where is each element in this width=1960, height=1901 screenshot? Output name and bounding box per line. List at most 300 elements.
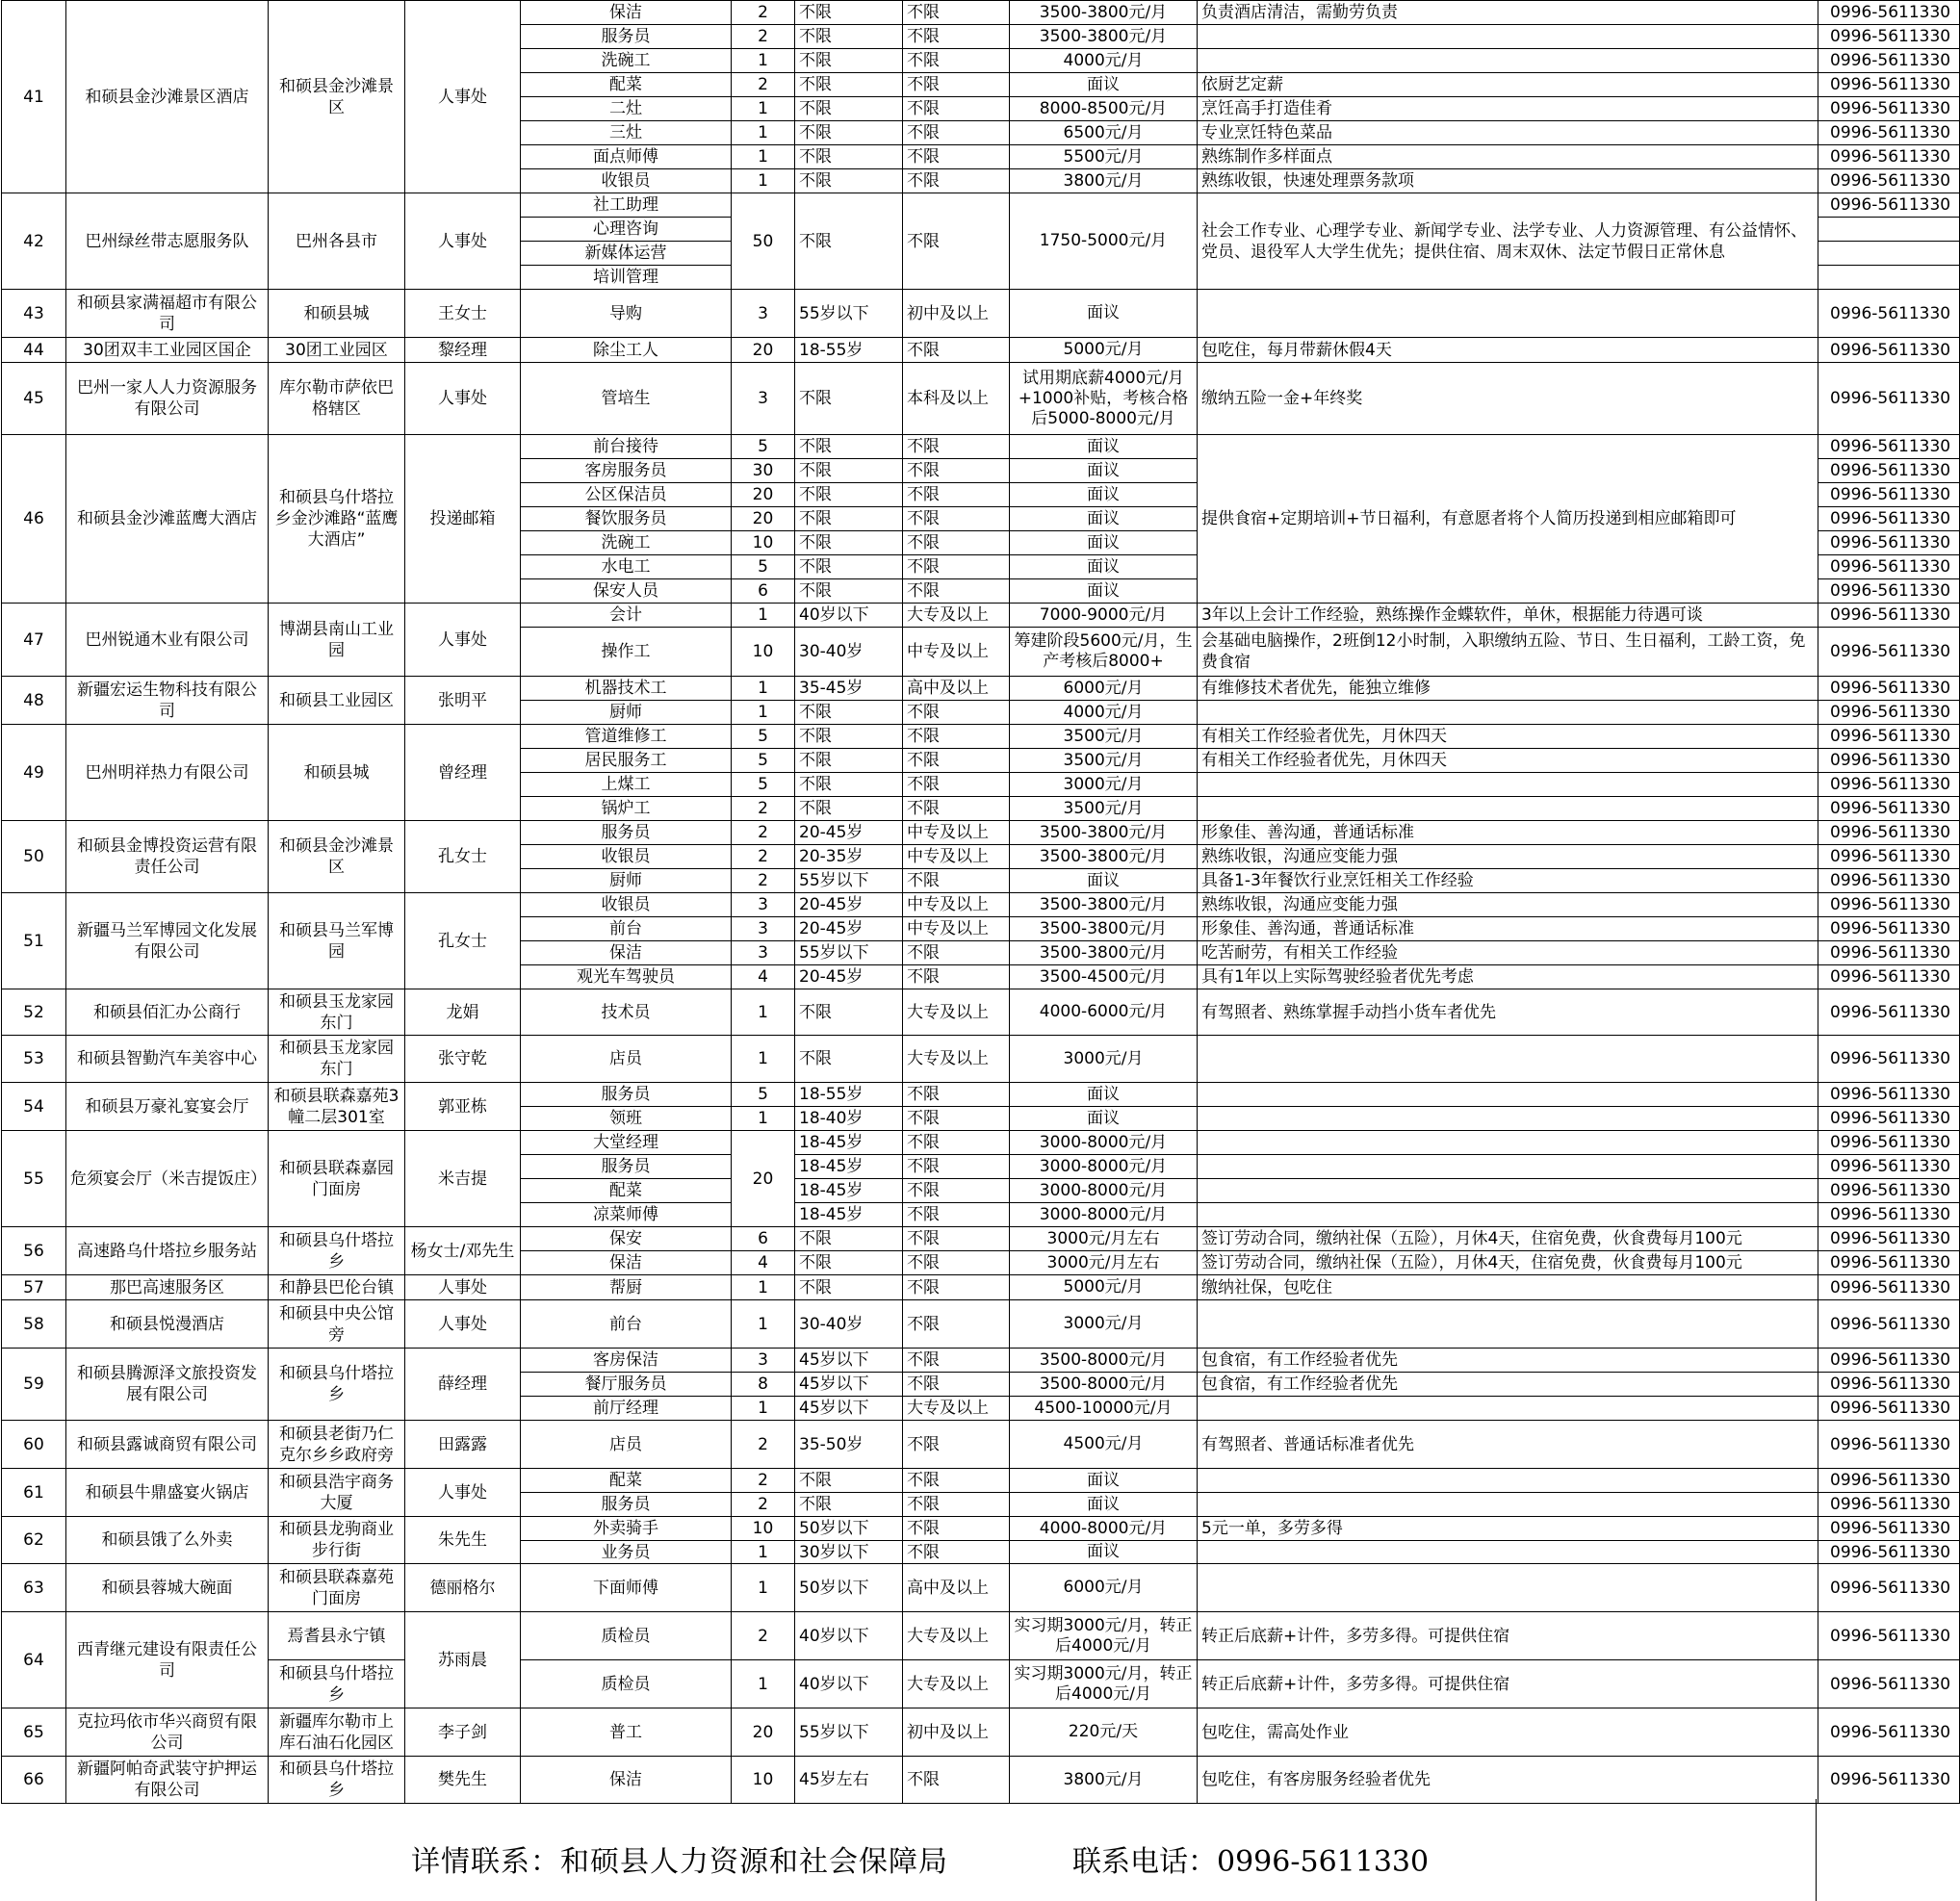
education-requirement-cell: 不限 — [903, 1, 1010, 25]
table-row — [2, 1469, 1960, 1493]
remark-cell: 吃苦耐劳，有相关工作经验 — [1198, 941, 1818, 965]
table-row — [2, 989, 1960, 1036]
company-id-cell: 42 — [2, 193, 66, 290]
education-requirement-cell: 不限 — [903, 555, 1010, 579]
age-requirement-cell: 不限 — [795, 701, 903, 725]
salary-cell: 3000元/月 — [1010, 773, 1198, 797]
company-name-cell: 和硕县饿了么外卖 — [66, 1517, 269, 1564]
job-title-cell: 收银员 — [521, 845, 732, 869]
remark-cell: 烹饪高手打造佳肴 — [1198, 97, 1818, 121]
headcount-cell: 5 — [732, 725, 795, 749]
education-requirement-cell: 不限 — [903, 1300, 1010, 1349]
salary-cell: 面议 — [1010, 73, 1198, 97]
remark-cell — [1198, 1564, 1818, 1612]
education-requirement-cell: 不限 — [903, 169, 1010, 193]
education-requirement-cell: 不限 — [903, 49, 1010, 73]
company-id-cell: 41 — [2, 1, 66, 193]
salary-cell: 面议 — [1010, 579, 1198, 604]
headcount-cell: 10 — [732, 628, 795, 677]
salary-cell: 面议 — [1010, 1541, 1198, 1564]
remark-cell: 专业烹饪特色菜品 — [1198, 121, 1818, 145]
phone-cell: 0996-5611330 — [1818, 677, 1960, 701]
phone-cell: 0996-5611330 — [1818, 1373, 1960, 1397]
age-requirement-cell: 45岁以下 — [795, 1349, 903, 1373]
education-requirement-cell: 不限 — [903, 1227, 1010, 1251]
job-title-cell: 保洁 — [521, 941, 732, 965]
headcount-cell: 1 — [732, 1300, 795, 1349]
phone-cell: 0996-5611330 — [1818, 701, 1960, 725]
age-requirement-cell: 不限 — [795, 1227, 903, 1251]
headcount-cell: 3 — [732, 893, 795, 917]
education-requirement-cell: 不限 — [903, 1757, 1010, 1804]
phone-cell: 0996-5611330 — [1818, 1131, 1960, 1155]
company-id-cell: 50 — [2, 821, 66, 893]
salary-cell: 面议 — [1010, 483, 1198, 507]
phone-cell: 0996-5611330 — [1818, 1708, 1960, 1757]
job-title-cell: 厨师 — [521, 869, 732, 893]
headcount-cell: 1 — [732, 169, 795, 193]
age-requirement-cell: 不限 — [795, 507, 903, 531]
salary-cell: 3000元/月 — [1010, 1300, 1198, 1349]
phone-cell: 0996-5611330 — [1818, 1300, 1960, 1349]
job-title-cell: 店员 — [521, 1421, 732, 1469]
age-requirement-cell: 不限 — [795, 97, 903, 121]
job-title-cell: 外卖骑手 — [521, 1517, 732, 1541]
company-name-cell: 和硕县金博投资运营有限责任公司 — [66, 821, 269, 893]
headcount-cell: 20 — [732, 483, 795, 507]
job-title-cell: 技术员 — [521, 989, 732, 1036]
headcount-cell: 2 — [732, 1493, 795, 1517]
table-row — [2, 1131, 1960, 1155]
company-name-cell: 和硕县悦漫酒店 — [66, 1300, 269, 1349]
remark-cell: 具备1-3年餐饮行业烹饪相关工作经验 — [1198, 869, 1818, 893]
education-requirement-cell: 不限 — [903, 1541, 1010, 1564]
remark-cell — [1198, 1203, 1818, 1227]
company-id-cell: 45 — [2, 363, 66, 435]
headcount-cell: 3 — [732, 363, 795, 435]
remark-cell: 依厨艺定薪 — [1198, 73, 1818, 97]
age-requirement-cell: 18-55岁 — [795, 338, 903, 363]
remark-cell: 有驾照者、熟练掌握手动挡小货车者优先 — [1198, 989, 1818, 1036]
phone-cell — [1818, 266, 1960, 290]
salary-cell: 3000-8000元/月 — [1010, 1179, 1198, 1203]
job-title-cell: 质检员 — [521, 1612, 732, 1660]
education-requirement-cell: 不限 — [903, 1179, 1010, 1203]
education-requirement-cell: 不限 — [903, 338, 1010, 363]
phone-cell: 0996-5611330 — [1818, 1203, 1960, 1227]
phone-cell: 0996-5611330 — [1818, 435, 1960, 459]
age-requirement-cell: 不限 — [795, 725, 903, 749]
education-requirement-cell: 不限 — [903, 965, 1010, 989]
contact-cell: 龙娟 — [405, 989, 521, 1036]
job-title-cell: 保洁 — [521, 1757, 732, 1804]
contact-cell: 黎经理 — [405, 338, 521, 363]
salary-cell: 4500元/月 — [1010, 1421, 1198, 1469]
headcount-cell: 2 — [732, 25, 795, 49]
headcount-cell: 3 — [732, 917, 795, 941]
age-requirement-cell: 20-45岁 — [795, 893, 903, 917]
salary-cell: 220元/天 — [1010, 1708, 1198, 1757]
phone-cell: 0996-5611330 — [1818, 579, 1960, 604]
contact-cell: 人事处 — [405, 1469, 521, 1517]
age-requirement-cell: 不限 — [795, 483, 903, 507]
headcount-cell: 1 — [732, 1107, 795, 1131]
education-requirement-cell: 不限 — [903, 483, 1010, 507]
headcount-cell: 1 — [732, 677, 795, 701]
table-row — [2, 1300, 1960, 1349]
company-name-cell: 克拉玛依市华兴商贸有限公司 — [66, 1708, 269, 1757]
work-address-cell: 和硕县乌什塔拉乡 — [269, 1757, 405, 1804]
work-address-cell: 和硕县中央公馆旁 — [269, 1300, 405, 1349]
education-requirement-cell: 不限 — [903, 1251, 1010, 1275]
salary-cell: 6000元/月 — [1010, 677, 1198, 701]
age-requirement-cell: 50岁以下 — [795, 1517, 903, 1541]
education-requirement-cell: 不限 — [903, 507, 1010, 531]
salary-cell: 4000元/月 — [1010, 49, 1198, 73]
age-requirement-cell: 不限 — [795, 435, 903, 459]
company-name-cell: 和硕县金沙滩蓝鹰大酒店 — [66, 435, 269, 604]
job-title-cell: 保洁 — [521, 1, 732, 25]
salary-cell: 1750-5000元/月 — [1010, 193, 1198, 290]
age-requirement-cell: 45岁左右 — [795, 1757, 903, 1804]
education-requirement-cell: 中专及以上 — [903, 917, 1010, 941]
job-title-cell: 服务员 — [521, 1155, 732, 1179]
contact-cell: 李子剑 — [405, 1708, 521, 1757]
salary-cell: 5000元/月 — [1010, 338, 1198, 363]
remark-cell — [1198, 701, 1818, 725]
company-id-cell: 66 — [2, 1757, 66, 1804]
remark-cell — [1198, 1179, 1818, 1203]
work-address-cell: 和硕县老街乃仁克尔乡乡政府旁 — [269, 1421, 405, 1469]
contact-cell: 投递邮箱 — [405, 435, 521, 604]
salary-cell: 3500-3800元/月 — [1010, 25, 1198, 49]
headcount-cell: 2 — [732, 1612, 795, 1660]
headcount-cell: 6 — [732, 1227, 795, 1251]
education-requirement-cell: 大专及以上 — [903, 1397, 1010, 1421]
age-requirement-cell: 30岁以下 — [795, 1541, 903, 1564]
job-title-cell: 配菜 — [521, 73, 732, 97]
company-name-cell: 和硕县腾源泽文旅投资发展有限公司 — [66, 1349, 269, 1421]
company-id-cell: 59 — [2, 1349, 66, 1421]
headcount-cell: 1 — [732, 701, 795, 725]
age-requirement-cell: 30-40岁 — [795, 1300, 903, 1349]
table-row — [2, 1036, 1960, 1083]
phone-cell: 0996-5611330 — [1818, 965, 1960, 989]
company-name-cell: 新疆宏运生物科技有限公司 — [66, 677, 269, 725]
remark-cell: 缴纳五险一金+年终奖 — [1198, 363, 1818, 435]
headcount-cell: 3 — [732, 290, 795, 338]
headcount-cell: 2 — [732, 1, 795, 25]
work-address-cell: 新疆库尔勒市上库石油石化园区 — [269, 1708, 405, 1757]
education-requirement-cell: 不限 — [903, 1107, 1010, 1131]
headcount-cell: 10 — [732, 1757, 795, 1804]
work-address-cell: 焉耆县永宁镇 — [269, 1612, 405, 1660]
education-requirement-cell: 不限 — [903, 145, 1010, 169]
headcount-cell: 5 — [732, 555, 795, 579]
job-listing-table — [1, 0, 1960, 1804]
remark-cell: 签订劳动合同，缴纳社保（五险），月休4天，住宿免费，伙食费每月100元 — [1198, 1251, 1818, 1275]
remark-cell — [1198, 1493, 1818, 1517]
age-requirement-cell: 45岁以下 — [795, 1397, 903, 1421]
table-row — [2, 1612, 1960, 1660]
phone-cell: 0996-5611330 — [1818, 604, 1960, 628]
salary-cell: 3000-8000元/月 — [1010, 1203, 1198, 1227]
education-requirement-cell: 不限 — [903, 579, 1010, 604]
job-title-cell: 收银员 — [521, 169, 732, 193]
job-title-cell: 管道维修工 — [521, 725, 732, 749]
remark-cell: 有相关工作经验者优先，月休四天 — [1198, 749, 1818, 773]
education-requirement-cell: 不限 — [903, 25, 1010, 49]
headcount-cell: 20 — [732, 338, 795, 363]
table-row — [2, 1564, 1960, 1612]
age-requirement-cell: 40岁以下 — [795, 1660, 903, 1708]
job-title-cell: 质检员 — [521, 1660, 732, 1708]
phone-cell: 0996-5611330 — [1818, 628, 1960, 677]
remark-cell: 熟练收银，沟通应变能力强 — [1198, 845, 1818, 869]
education-requirement-cell: 不限 — [903, 1421, 1010, 1469]
phone-cell: 0996-5611330 — [1818, 193, 1960, 218]
education-requirement-cell: 不限 — [903, 725, 1010, 749]
salary-cell: 面议 — [1010, 1493, 1198, 1517]
headcount-cell: 1 — [732, 1660, 795, 1708]
age-requirement-cell: 45岁以下 — [795, 1373, 903, 1397]
salary-cell: 8000-8500元/月 — [1010, 97, 1198, 121]
headcount-cell: 6 — [732, 579, 795, 604]
education-requirement-cell: 大专及以上 — [903, 1036, 1010, 1083]
phone-cell: 0996-5611330 — [1818, 869, 1960, 893]
phone-cell: 0996-5611330 — [1818, 531, 1960, 555]
headcount-cell: 5 — [732, 773, 795, 797]
remark-cell: 社会工作专业、心理学专业、新闻学专业、法学专业、人力资源管理、有公益情怀、党员、退役军人大学生优先；提供住宿、周末双休、法定节假日正常休息 — [1198, 193, 1818, 290]
table-row — [2, 725, 1960, 749]
remark-cell: 熟练收银，沟通应变能力强 — [1198, 893, 1818, 917]
headcount-cell: 50 — [732, 193, 795, 290]
headcount-cell: 4 — [732, 1251, 795, 1275]
job-title-cell: 保安 — [521, 1227, 732, 1251]
age-requirement-cell: 不限 — [795, 773, 903, 797]
remark-cell: 缴纳社保，包吃住 — [1198, 1275, 1818, 1300]
work-address-cell: 30团工业园区 — [269, 338, 405, 363]
headcount-cell: 1 — [732, 989, 795, 1036]
table-row — [2, 338, 1960, 363]
job-title-cell: 管培生 — [521, 363, 732, 435]
work-address-cell: 和硕县龙驹商业步行街 — [269, 1517, 405, 1564]
work-address-cell: 和硕县玉龙家园东门 — [269, 1036, 405, 1083]
age-requirement-cell: 不限 — [795, 579, 903, 604]
phone-cell: 0996-5611330 — [1818, 483, 1960, 507]
headcount-cell: 10 — [732, 1517, 795, 1541]
company-name-cell: 30团双丰工业园区国企 — [66, 338, 269, 363]
job-title-cell: 店员 — [521, 1036, 732, 1083]
headcount-cell: 2 — [732, 73, 795, 97]
job-title-cell: 配菜 — [521, 1179, 732, 1203]
table-row — [2, 1275, 1960, 1300]
headcount-cell: 10 — [732, 531, 795, 555]
work-address-cell: 和硕县联森嘉苑3幢二层301室 — [269, 1083, 405, 1131]
age-requirement-cell: 不限 — [795, 363, 903, 435]
contact-cell: 郭亚栋 — [405, 1083, 521, 1131]
table-row — [2, 290, 1960, 338]
job-title-cell: 导购 — [521, 290, 732, 338]
phone-cell: 0996-5611330 — [1818, 1251, 1960, 1275]
table-row — [2, 604, 1960, 628]
work-address-cell: 和硕县乌什塔拉乡 — [269, 1660, 405, 1708]
company-name-cell: 和硕县蓉城大碗面 — [66, 1564, 269, 1612]
phone-cell: 0996-5611330 — [1818, 1469, 1960, 1493]
salary-cell: 3000-8000元/月 — [1010, 1155, 1198, 1179]
company-id-cell: 56 — [2, 1227, 66, 1275]
work-address-cell: 和硕县金沙滩景区 — [269, 821, 405, 893]
job-title-cell: 服务员 — [521, 1083, 732, 1107]
remark-cell: 包食宿，有工作经验者优先 — [1198, 1373, 1818, 1397]
education-requirement-cell: 中专及以上 — [903, 893, 1010, 917]
age-requirement-cell: 不限 — [795, 73, 903, 97]
job-title-cell: 锅炉工 — [521, 797, 732, 821]
education-requirement-cell: 大专及以上 — [903, 1660, 1010, 1708]
contact-cell: 人事处 — [405, 1300, 521, 1349]
remark-cell: 会基础电脑操作，2班倒12小时制，入职缴纳五险、节日、生日福利，工龄工资，免费食宿 — [1198, 628, 1818, 677]
work-address-cell: 巴州各县市 — [269, 193, 405, 290]
remark-cell — [1198, 1131, 1818, 1155]
age-requirement-cell: 35-45岁 — [795, 677, 903, 701]
job-title-cell: 洗碗工 — [521, 531, 732, 555]
salary-cell: 3000-8000元/月 — [1010, 1131, 1198, 1155]
phone-cell: 0996-5611330 — [1818, 821, 1960, 845]
age-requirement-cell: 不限 — [795, 169, 903, 193]
phone-cell: 0996-5611330 — [1818, 773, 1960, 797]
company-id-cell: 54 — [2, 1083, 66, 1131]
job-title-cell: 机器技术工 — [521, 677, 732, 701]
education-requirement-cell: 本科及以上 — [903, 363, 1010, 435]
headcount-cell: 1 — [732, 145, 795, 169]
job-title-cell: 面点师傅 — [521, 145, 732, 169]
job-title-cell: 水电工 — [521, 555, 732, 579]
company-name-cell: 巴州明祥热力有限公司 — [66, 725, 269, 821]
phone-cell: 0996-5611330 — [1818, 1612, 1960, 1660]
age-requirement-cell: 不限 — [795, 1469, 903, 1493]
headcount-cell: 2 — [732, 1469, 795, 1493]
age-requirement-cell: 不限 — [795, 121, 903, 145]
headcount-cell: 30 — [732, 459, 795, 483]
education-requirement-cell: 中专及以上 — [903, 821, 1010, 845]
contact-cell: 人事处 — [405, 363, 521, 435]
phone-cell: 0996-5611330 — [1818, 1493, 1960, 1517]
age-requirement-cell: 55岁以下 — [795, 869, 903, 893]
company-name-cell: 新疆马兰军博园文化发展有限公司 — [66, 893, 269, 989]
table-row — [2, 363, 1960, 435]
salary-cell: 3800元/月 — [1010, 1757, 1198, 1804]
job-title-cell: 餐厅服务员 — [521, 1373, 732, 1397]
company-name-cell: 和硕县智勤汽车美容中心 — [66, 1036, 269, 1083]
work-address-cell: 和硕县城 — [269, 290, 405, 338]
age-requirement-cell: 不限 — [795, 1251, 903, 1275]
job-title-cell: 新媒体运营 — [521, 242, 732, 266]
education-requirement-cell: 不限 — [903, 97, 1010, 121]
company-id-cell: 57 — [2, 1275, 66, 1300]
age-requirement-cell: 不限 — [795, 459, 903, 483]
work-address-cell: 和硕县玉龙家园东门 — [269, 989, 405, 1036]
salary-cell: 面议 — [1010, 1083, 1198, 1107]
headcount-cell: 1 — [732, 1564, 795, 1612]
company-name-cell: 西青继元建设有限责任公司 — [66, 1612, 269, 1708]
work-address-cell: 和硕县工业园区 — [269, 677, 405, 725]
contact-cell: 孔女士 — [405, 893, 521, 989]
education-requirement-cell: 不限 — [903, 1131, 1010, 1155]
job-title-cell: 餐饮服务员 — [521, 507, 732, 531]
phone-cell: 0996-5611330 — [1818, 1397, 1960, 1421]
salary-cell: 6500元/月 — [1010, 121, 1198, 145]
salary-cell: 3000元/月左右 — [1010, 1251, 1198, 1275]
job-title-cell: 居民服务工 — [521, 749, 732, 773]
age-requirement-cell: 不限 — [795, 193, 903, 290]
work-address-cell: 和硕县乌什塔拉乡 — [269, 1349, 405, 1421]
footer-phone-text: 联系电话：0996-5611330 — [1072, 1845, 1430, 1879]
job-title-cell: 公区保洁员 — [521, 483, 732, 507]
job-title-cell: 保洁 — [521, 1251, 732, 1275]
salary-cell: 3500-3800元/月 — [1010, 893, 1198, 917]
education-requirement-cell: 不限 — [903, 1083, 1010, 1107]
salary-cell: 3000元/月左右 — [1010, 1227, 1198, 1251]
contact-cell: 王女士 — [405, 290, 521, 338]
job-title-cell: 前台 — [521, 1300, 732, 1349]
remark-cell: 包吃住，每月带薪休假4天 — [1198, 338, 1818, 363]
age-requirement-cell: 不限 — [795, 1, 903, 25]
phone-cell: 0996-5611330 — [1818, 290, 1960, 338]
job-title-cell: 业务员 — [521, 1541, 732, 1564]
education-requirement-cell: 不限 — [903, 435, 1010, 459]
age-requirement-cell: 55岁以下 — [795, 290, 903, 338]
contact-cell: 德丽格尔 — [405, 1564, 521, 1612]
headcount-cell: 3 — [732, 941, 795, 965]
contact-cell: 曾经理 — [405, 725, 521, 821]
remark-cell: 签订劳动合同，缴纳社保（五险），月休4天，住宿免费，伙食费每月100元 — [1198, 1227, 1818, 1251]
salary-cell: 3500-3800元/月 — [1010, 821, 1198, 845]
remark-cell: 有驾照者、普通话标准者优先 — [1198, 1421, 1818, 1469]
job-title-cell: 普工 — [521, 1708, 732, 1757]
phone-cell: 0996-5611330 — [1818, 1, 1960, 25]
salary-cell: 面议 — [1010, 290, 1198, 338]
phone-cell: 0996-5611330 — [1818, 49, 1960, 73]
remark-cell — [1198, 797, 1818, 821]
salary-cell: 7000-9000元/月 — [1010, 604, 1198, 628]
work-address-cell: 和硕县金沙滩景区 — [269, 1, 405, 193]
table-row — [2, 1421, 1960, 1469]
age-requirement-cell: 不限 — [795, 797, 903, 821]
job-title-cell: 三灶 — [521, 121, 732, 145]
remark-cell — [1198, 1541, 1818, 1564]
company-id-cell: 44 — [2, 338, 66, 363]
headcount-cell: 1 — [732, 1397, 795, 1421]
age-requirement-cell: 18-45岁 — [795, 1203, 903, 1227]
company-id-cell: 51 — [2, 893, 66, 989]
contact-cell: 田露露 — [405, 1421, 521, 1469]
headcount-cell: 2 — [732, 845, 795, 869]
work-address-cell: 库尔勒市萨依巴格辖区 — [269, 363, 405, 435]
salary-cell: 3500-8000元/月 — [1010, 1373, 1198, 1397]
contact-cell: 米吉提 — [405, 1131, 521, 1227]
salary-cell: 面议 — [1010, 507, 1198, 531]
work-address-cell: 和硕县浩宇商务大厦 — [269, 1469, 405, 1517]
salary-cell: 面议 — [1010, 459, 1198, 483]
table-row — [2, 821, 1960, 845]
headcount-cell: 8 — [732, 1373, 795, 1397]
remark-cell: 包吃住，有客房服务经验者优先 — [1198, 1757, 1818, 1804]
job-title-cell: 服务员 — [521, 25, 732, 49]
contact-cell: 人事处 — [405, 1275, 521, 1300]
remark-cell: 形象佳、善沟通，普通话标准 — [1198, 917, 1818, 941]
salary-cell: 4500-10000元/月 — [1010, 1397, 1198, 1421]
education-requirement-cell: 不限 — [903, 701, 1010, 725]
